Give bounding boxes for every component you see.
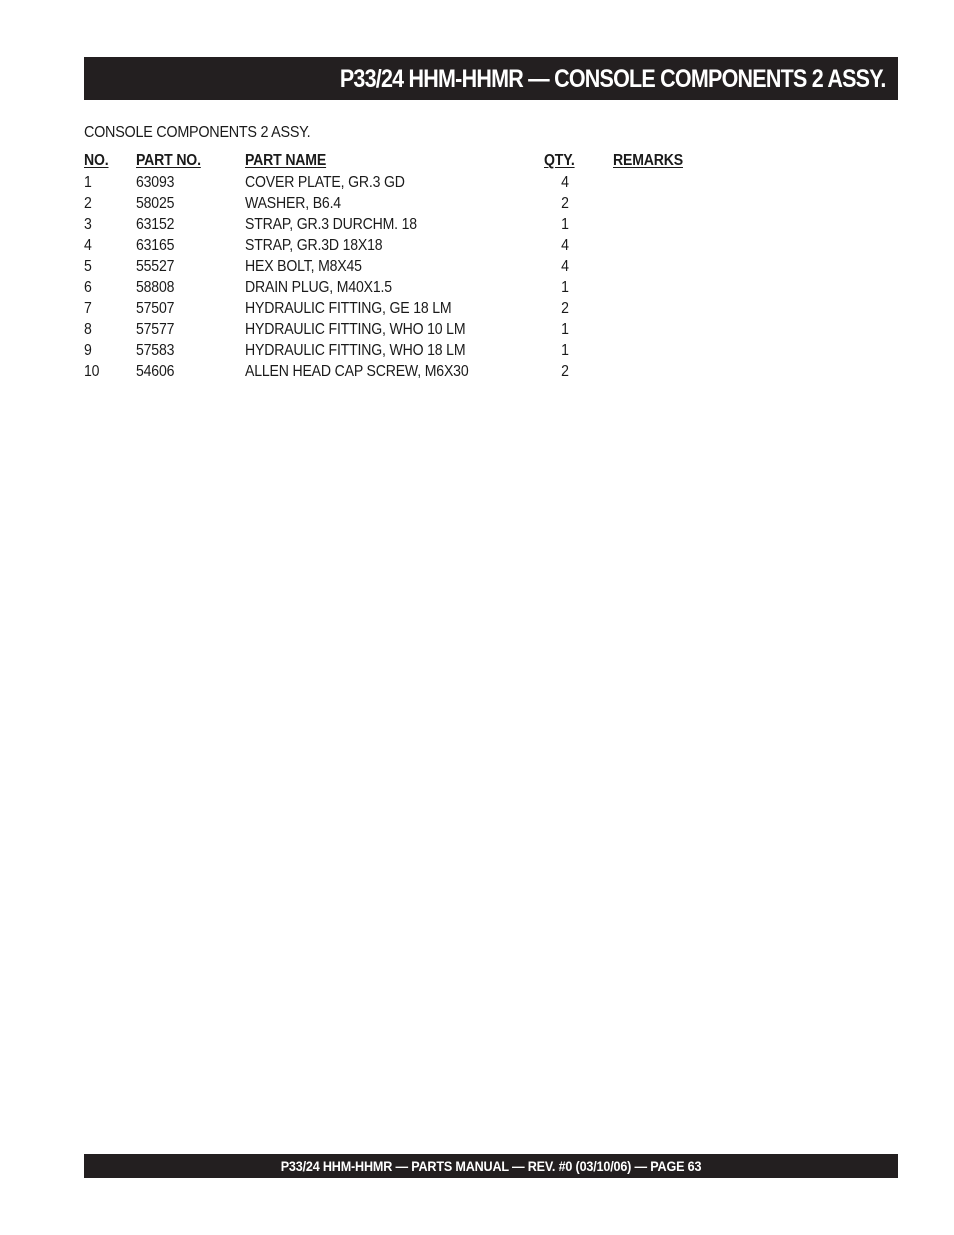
table-row — [84, 319, 724, 340]
cell-qty: 1 — [561, 321, 569, 338]
cell-qty: 1 — [561, 216, 569, 233]
column-header-no: NO. — [84, 152, 109, 169]
cell-no: 10 — [84, 363, 100, 380]
cell-no: 3 — [84, 216, 92, 233]
cell-no: 6 — [84, 279, 92, 296]
parts-table — [84, 150, 724, 382]
cell-no: 9 — [84, 342, 92, 359]
table-row — [84, 361, 724, 382]
cell-qty: 4 — [561, 258, 569, 275]
table-row — [84, 193, 724, 214]
cell-no: 7 — [84, 300, 92, 317]
cell-part-no: 57577 — [136, 321, 175, 338]
footer-text: P33/24 HHM-HHMR — PARTS MANUAL — REV. #0 (03/10/06) — PAGE 63 — [280, 1158, 702, 1174]
column-header-remarks: REMARKS — [613, 152, 683, 169]
cell-qty: 4 — [561, 237, 569, 254]
page-footer-bar — [84, 1154, 898, 1178]
cell-no: 8 — [84, 321, 92, 338]
cell-part-name: STRAP, GR.3 DURCHM. 18 — [245, 216, 417, 233]
cell-part-no: 58025 — [136, 195, 175, 212]
column-header-part-name: PART NAME — [245, 152, 327, 169]
page-title: P33/24 HHM-HHMR — CONSOLE COMPONENTS 2 ASSY. — [340, 65, 886, 93]
cell-qty: 2 — [561, 195, 569, 212]
cell-part-name: WASHER, B6.4 — [245, 195, 341, 212]
section-title: CONSOLE COMPONENTS 2 ASSY. — [84, 124, 311, 141]
cell-part-name: HYDRAULIC FITTING, WHO 18 LM — [245, 342, 466, 359]
cell-part-no: 54606 — [136, 363, 175, 380]
cell-qty: 2 — [561, 300, 569, 317]
cell-qty: 1 — [561, 279, 569, 296]
column-header-part-no: PART NO. — [136, 152, 201, 169]
cell-part-no: 57583 — [136, 342, 175, 359]
cell-part-name: STRAP, GR.3D 18X18 — [245, 237, 383, 254]
table-row — [84, 214, 724, 235]
cell-no: 4 — [84, 237, 92, 254]
cell-qty: 2 — [561, 363, 569, 380]
cell-part-name: HYDRAULIC FITTING, WHO 10 LM — [245, 321, 466, 338]
cell-part-name: HEX BOLT, M8X45 — [245, 258, 362, 275]
table-row — [84, 172, 724, 193]
cell-part-no: 55527 — [136, 258, 175, 275]
table-header-row — [84, 150, 724, 172]
cell-part-no: 58808 — [136, 279, 175, 296]
table-row — [84, 340, 724, 361]
table-row — [84, 298, 724, 319]
cell-part-no: 63152 — [136, 216, 175, 233]
cell-part-name: ALLEN HEAD CAP SCREW, M6X30 — [245, 363, 469, 380]
cell-qty: 4 — [561, 174, 569, 191]
cell-no: 1 — [84, 174, 92, 191]
cell-part-name: DRAIN PLUG, M40X1.5 — [245, 279, 392, 296]
cell-qty: 1 — [561, 342, 569, 359]
page-header-bar — [84, 57, 898, 100]
cell-part-no: 63093 — [136, 174, 175, 191]
column-header-qty: QTY. — [544, 152, 575, 169]
table-row — [84, 256, 724, 277]
cell-no: 5 — [84, 258, 92, 275]
cell-part-name: COVER PLATE, GR.3 GD — [245, 174, 405, 191]
cell-no: 2 — [84, 195, 92, 212]
cell-part-no: 57507 — [136, 300, 175, 317]
cell-part-name: HYDRAULIC FITTING, GE 18 LM — [245, 300, 452, 317]
cell-part-no: 63165 — [136, 237, 175, 254]
table-row — [84, 277, 724, 298]
table-row — [84, 235, 724, 256]
